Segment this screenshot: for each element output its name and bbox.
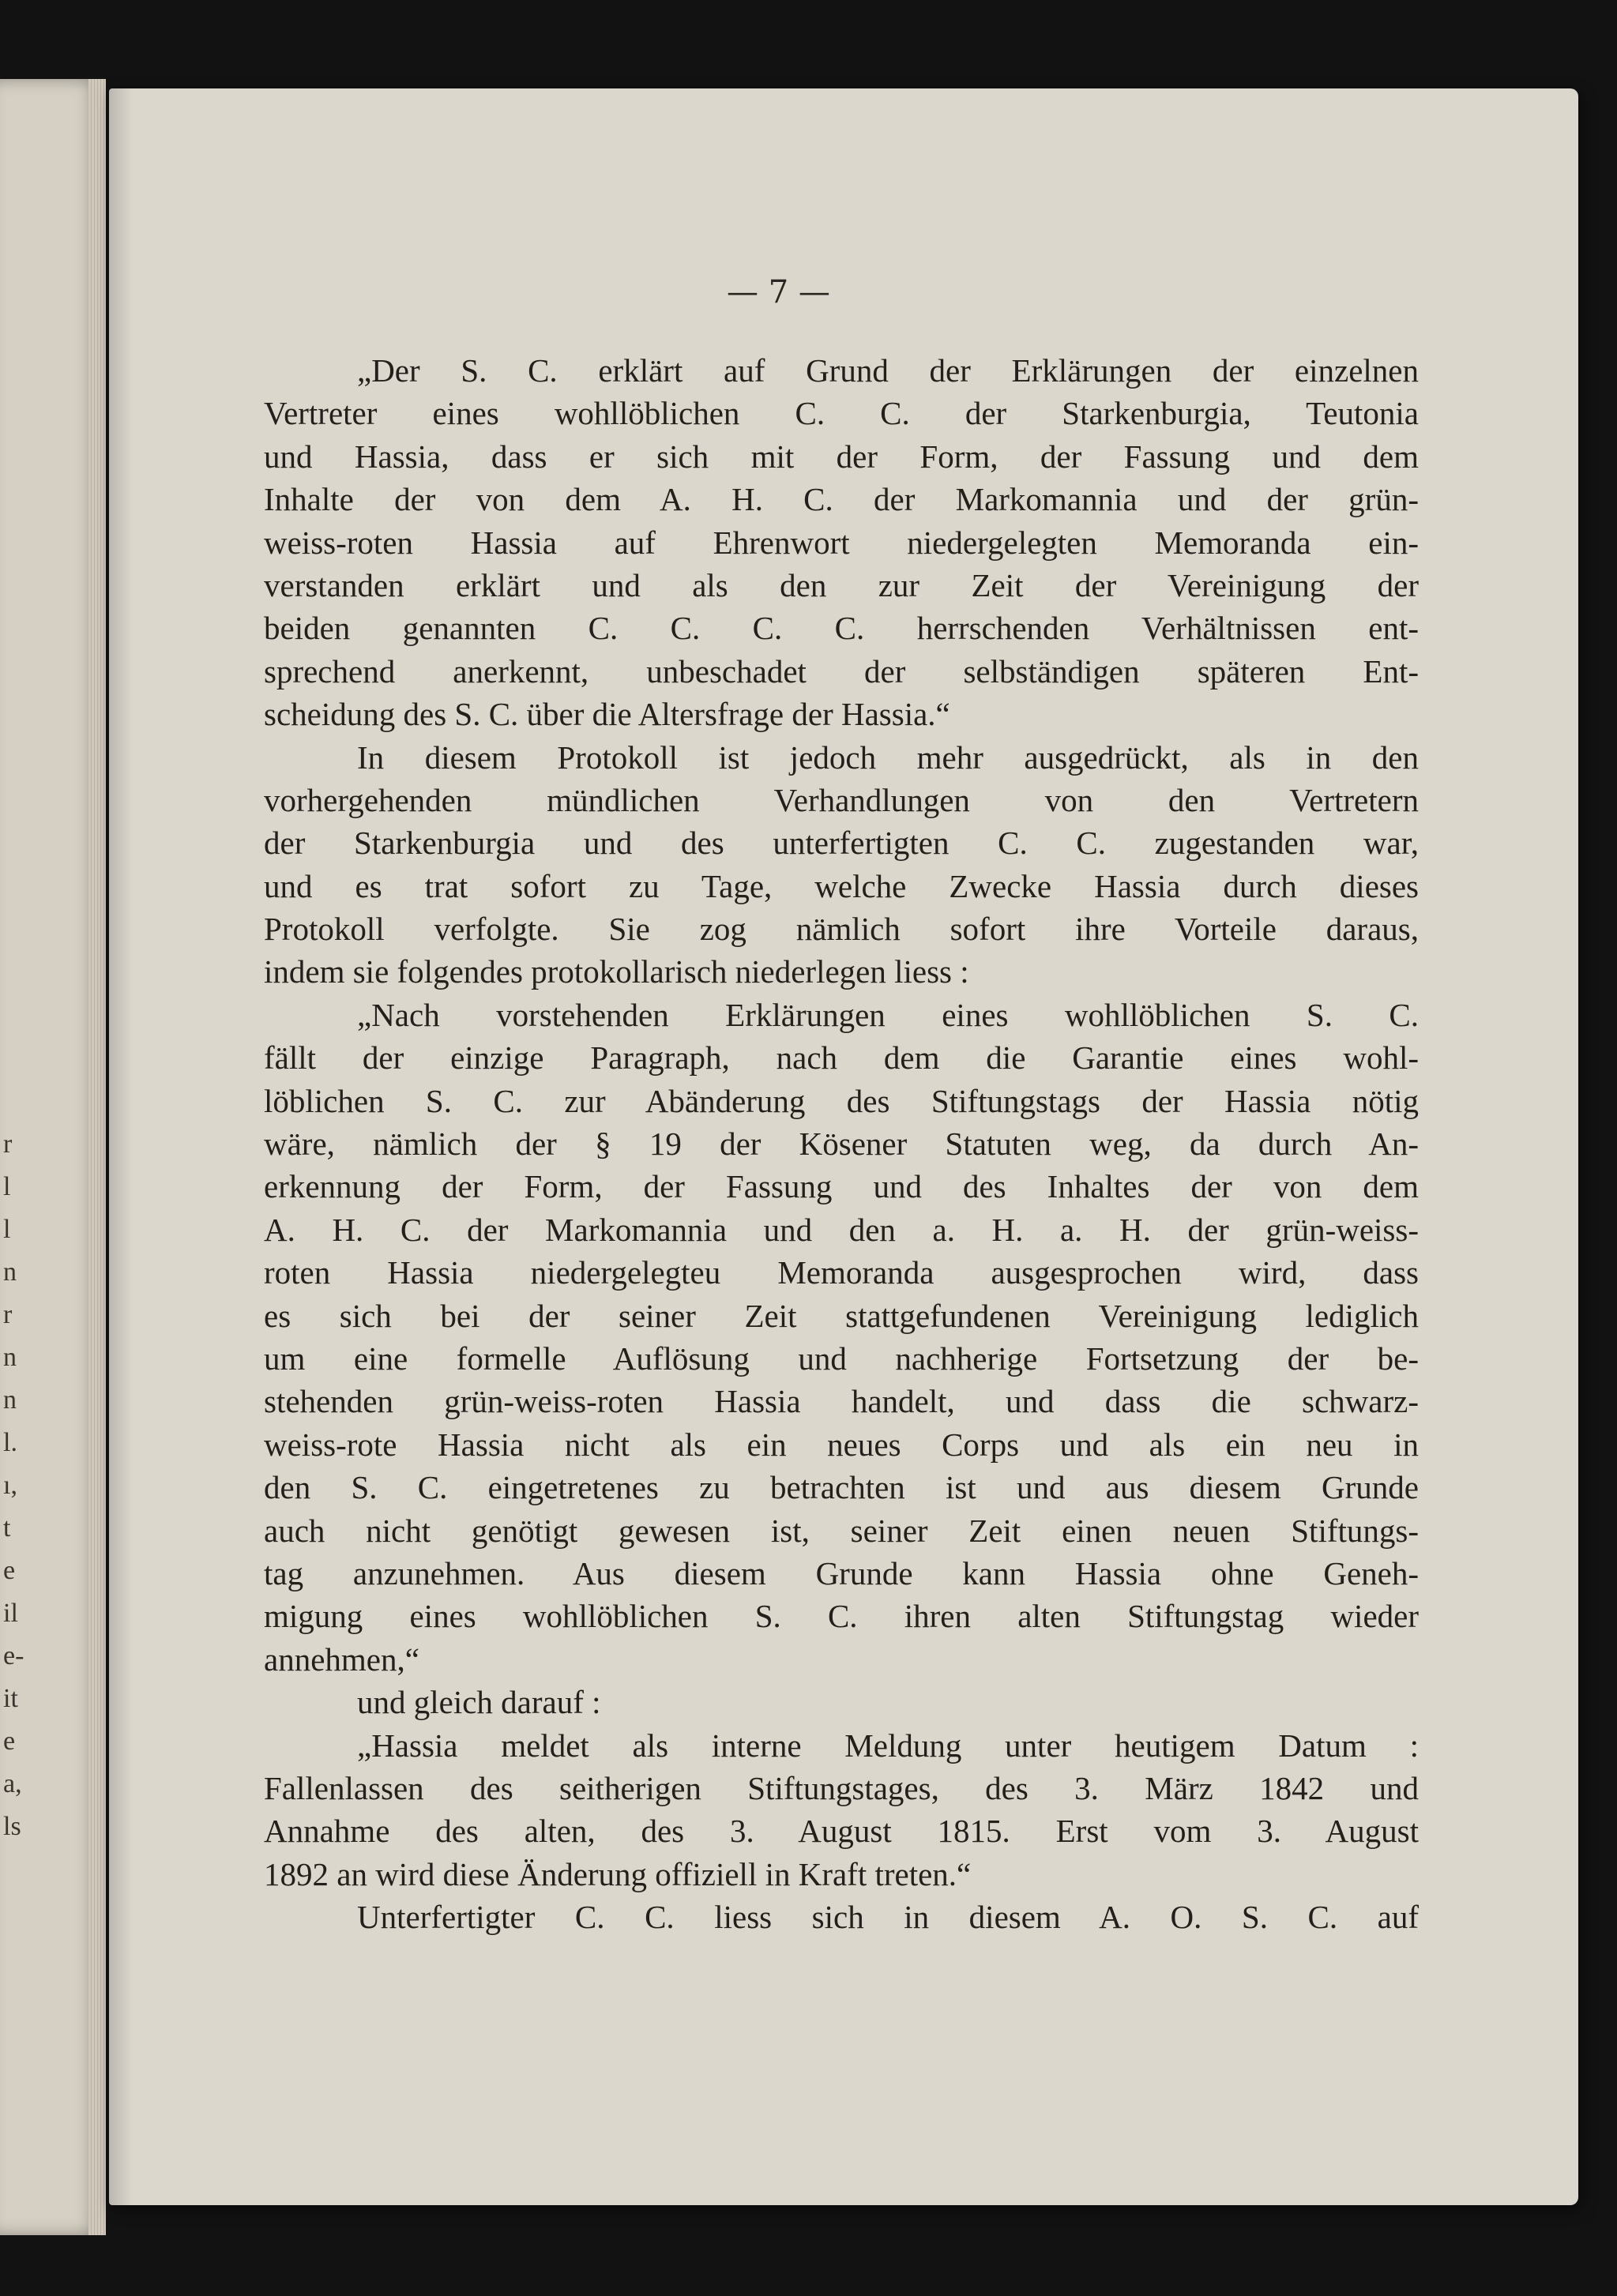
text-line: sprechend anerkennt, unbeschadet der selbständigen späteren Ent- xyxy=(264,652,1419,690)
text-line: Vertreter eines wohllöblichen C. C. der Starkenburgia, Teutonia xyxy=(264,395,1419,432)
edge-char: l. xyxy=(3,1428,17,1457)
text-line: tag anzunehmen. Aus diesem Grunde kann Hassia ohne Geneh- xyxy=(264,1554,1419,1591)
text-line: weiss-roten Hassia auf Ehrenwort niedergelegten Memoranda ein- xyxy=(264,524,1419,561)
edge-char: n xyxy=(3,1385,17,1415)
text-line: 1892 an wird diese Änderung offiziell in Kraft treten.“ xyxy=(264,1855,972,1892)
text-line: A. H. C. der Markomannia und den a. H. a. H. der grün-weiss- xyxy=(264,1211,1419,1248)
text-line: und es trat sofort zu Tage, welche Zwecke Hassia durch dieses xyxy=(264,867,1419,904)
text-line: Inhalte der von dem A. H. C. der Markomannia und der grün- xyxy=(264,481,1419,518)
text-line: den S. C. eingetretenes zu betrachten ist und aus diesem Grunde xyxy=(264,1469,1419,1506)
text-line: migung eines wohllöblichen S. C. ihren alten Stiftungstag wieder xyxy=(264,1598,1419,1635)
edge-char: il xyxy=(3,1599,18,1628)
text-line: der Starkenburgia und des unterfertigten C. C. zugestanden war, xyxy=(264,825,1419,862)
text-line: erkennung der Form, der Fassung und des Inhaltes der von dem xyxy=(264,1168,1419,1205)
edge-char: e xyxy=(3,1727,16,1756)
text-line: „Hassia meldet als interne Meldung unter heutigem Datum : xyxy=(357,1727,1419,1764)
edge-char: t xyxy=(3,1513,11,1543)
text-line: vorhergehenden mündlichen Verhandlungen von den Vertretern xyxy=(264,781,1419,818)
edge-char: r xyxy=(3,1129,13,1159)
text-line: indem sie folgendes protokollarisch niederlegen liess : xyxy=(264,953,969,990)
text-line: verstanden erklärt und als den zur Zeit der Vereinigung der xyxy=(264,566,1419,603)
edge-char: ls xyxy=(3,1812,21,1841)
edge-char: n xyxy=(3,1343,17,1372)
edge-char: e- xyxy=(3,1641,24,1670)
page-stack xyxy=(88,79,106,2235)
edge-char: r xyxy=(3,1300,13,1329)
text-line: Fallenlassen des seitherigen Stiftungstages, des 3. März 1842 und xyxy=(264,1769,1419,1806)
body-text xyxy=(264,349,1419,1938)
text-line: Unterfertigter C. C. liess sich in diesem A. O. S. C. auf xyxy=(357,1899,1419,1936)
edge-char: l xyxy=(3,1215,11,1244)
text-line: stehenden grün-weiss-roten Hassia handelt, und dass die schwarz- xyxy=(264,1383,1419,1420)
text-line: „Der S. C. erklärt auf Grund der Erklärungen der einzelnen xyxy=(357,352,1419,389)
edge-char: l xyxy=(3,1172,11,1201)
text-line: weiss-rote Hassia nicht als ein neues Corps und als ein neu in xyxy=(264,1426,1419,1463)
text-line: löblichen S. C. zur Abänderung des Stiftungstags der Hassia nötig xyxy=(264,1082,1419,1119)
edge-char: e xyxy=(3,1556,16,1585)
book-page xyxy=(109,88,1578,2205)
edge-char: ı, xyxy=(3,1471,17,1500)
left-page-edge xyxy=(0,79,103,2235)
text-line: „Nach vorstehenden Erklärungen eines wohllöblichen S. C. xyxy=(357,996,1419,1033)
text-line: es sich bei der seiner Zeit stattgefundenen Vereinigung lediglich xyxy=(264,1297,1419,1334)
text-line: annehmen,“ xyxy=(264,1640,419,1678)
edge-char: n xyxy=(3,1257,17,1287)
edge-char: a, xyxy=(3,1769,22,1798)
text-line: In diesem Protokoll ist jedoch mehr ausgedrückt, als in den xyxy=(357,738,1419,776)
text-line: Annahme des alten, des 3. August 1815. Erst vom 3. August xyxy=(264,1813,1419,1850)
text-line: beiden genannten C. C. C. C. herrschenden Verhältnissen ent- xyxy=(264,610,1419,647)
edge-char: it xyxy=(3,1684,18,1713)
text-line: und Hassia, dass er sich mit der Form, der Fassung und dem xyxy=(264,438,1419,475)
page-number-text: — 7 — xyxy=(727,274,830,310)
text-line: um eine formelle Auflösung und nachherige Fortsetzung der be- xyxy=(264,1340,1419,1377)
text-line: fällt der einzige Paragraph, nach dem die Garantie eines wohl- xyxy=(264,1039,1419,1077)
text-line: auch nicht genötigt gewesen ist, seiner Zeit einen neuen Stiftungs- xyxy=(264,1512,1419,1549)
text-line: Protokoll verfolgte. Sie zog nämlich sofort ihre Vorteile daraus, xyxy=(264,911,1419,948)
text-line: roten Hassia niedergelegteu Memoranda ausgesprochen wird, dass xyxy=(264,1254,1419,1291)
text-line: scheidung des S. C. über die Altersfrage der Hassia.“ xyxy=(264,696,950,733)
text-line: und gleich darauf : xyxy=(357,1684,601,1721)
text-line: wäre, nämlich der § 19 der Kösener Statuten weg, da durch An- xyxy=(264,1125,1419,1163)
